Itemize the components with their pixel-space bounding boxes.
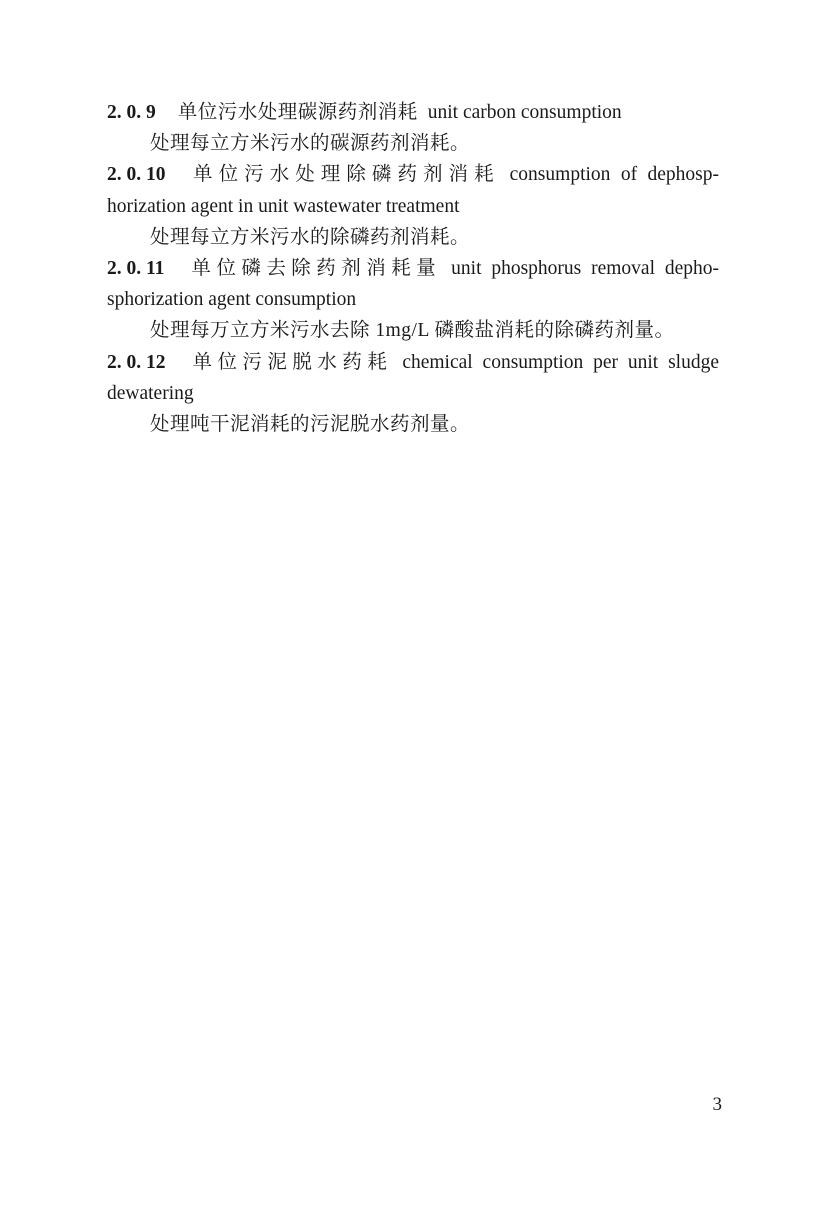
term-english-continuation: sphorization agent consumption	[107, 289, 357, 311]
term-number: 2. 0. 9	[107, 102, 156, 123]
term-english-continuation: horization agent in unit wastewater treatment	[107, 195, 460, 217]
term-heading-2-0-10	[107, 159, 719, 190]
term-definition-2-0-11: 处理每万立方米污水去除 1mg/L 磷酸盐消耗的除磷药剂量。	[150, 320, 675, 342]
term-definition-2-0-10: 处理每立方米污水的除磷药剂消耗。	[150, 226, 471, 248]
term-english: unit carbon consumption	[427, 102, 622, 123]
term-heading-2-0-11	[107, 253, 719, 284]
term-definition-2-0-12: 处理吨干泥消耗的污泥脱水药剂量。	[150, 413, 471, 435]
term-chinese: 单位污水处理除磷药剂消耗	[187, 164, 500, 186]
term-english: chemical consumption per unit sludge	[402, 351, 719, 373]
term-english: consumption of dephosp-	[509, 164, 719, 186]
term-english: unit phosphorus removal depho-	[451, 257, 719, 279]
term-number: 2. 0. 10	[107, 164, 166, 186]
terms-section	[107, 97, 719, 440]
term-number: 2. 0. 11	[107, 257, 165, 279]
term-heading-2-0-12	[107, 347, 719, 378]
term-chinese: 单位污泥脱水药耗	[187, 351, 393, 373]
term-english-continuation: dewatering	[107, 382, 194, 404]
term-heading-2-0-9	[107, 97, 719, 128]
term-number: 2. 0. 12	[107, 351, 166, 373]
page-number: 3	[712, 1094, 722, 1115]
term-definition-2-0-9: 处理每立方米污水的碳源药剂消耗。	[150, 133, 471, 155]
term-chinese: 单位污水处理碳源药剂消耗	[177, 102, 418, 123]
term-chinese: 单位磷去除药剂消耗量	[186, 257, 442, 279]
